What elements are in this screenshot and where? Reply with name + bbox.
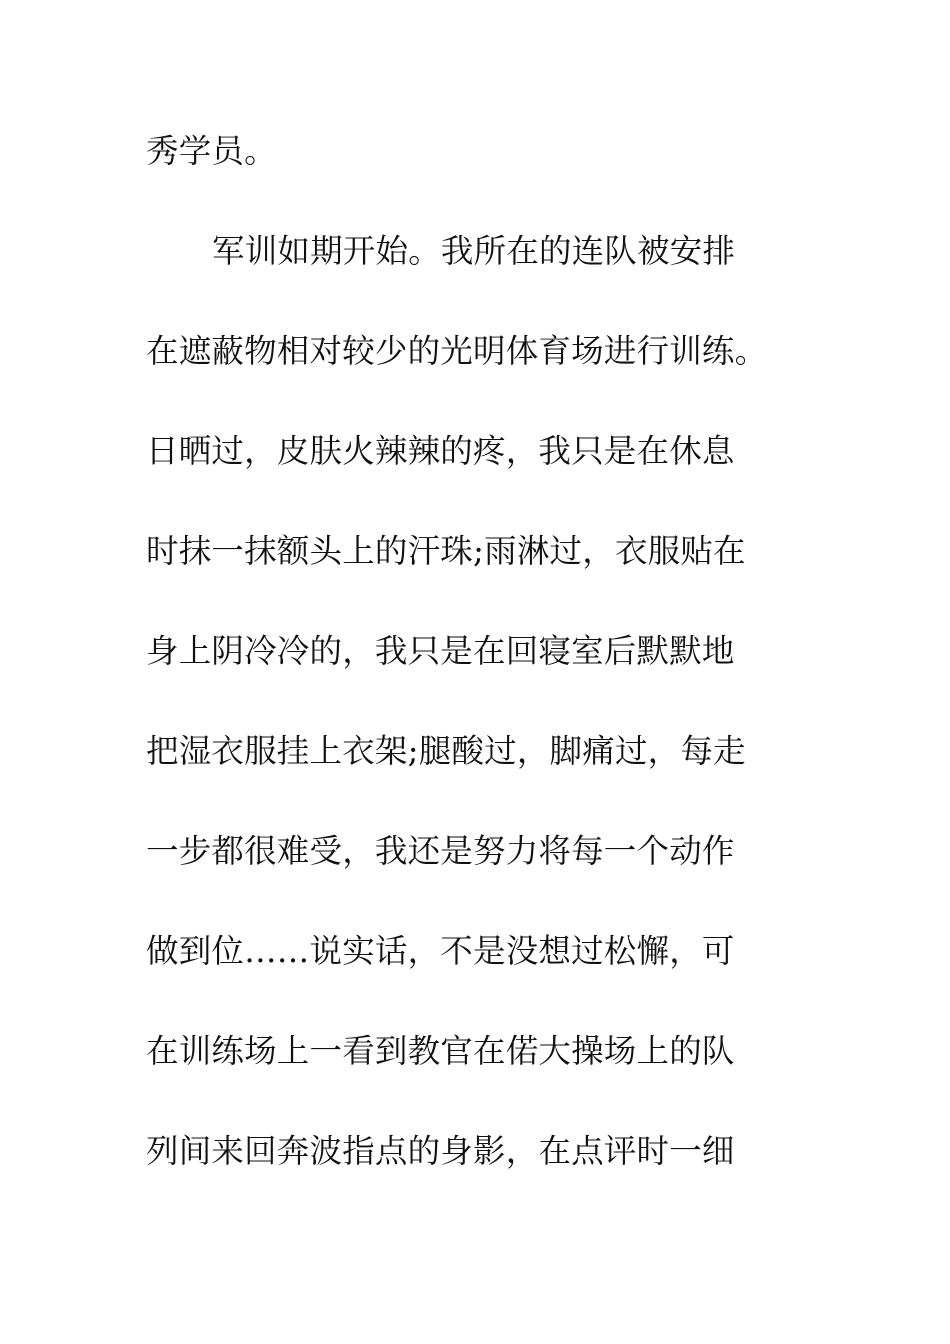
- text-line: 一步都很难受，我还是努力将每一个动作: [146, 832, 735, 870]
- text-line: 时抹一抹额头上的汗珠;雨淋过，衣服贴在: [146, 532, 746, 570]
- text-line: 做到位……说实话，不是没想过松懈，可: [146, 932, 735, 970]
- text-line: 日晒过，皮肤火辣辣的疼，我只是在休息: [146, 432, 735, 470]
- text-line: 秀学员。: [146, 132, 277, 170]
- text-line: 在遮蔽物相对较少的光明体育场进行训练。: [146, 332, 768, 370]
- paragraph-start-line: 军训如期开始。我所在的连队被安排: [212, 232, 736, 270]
- text-line: 身上阴冷冷的，我只是在回寝室后默默地: [146, 632, 735, 670]
- text-line: 在训练场上一看到教官在偌大操场上的队: [146, 1032, 735, 1070]
- text-line: 列间来回奔波指点的身影，在点评时一细: [146, 1132, 735, 1170]
- text-line: 把湿衣服挂上衣架;腿酸过，脚痛过，每走: [146, 732, 746, 770]
